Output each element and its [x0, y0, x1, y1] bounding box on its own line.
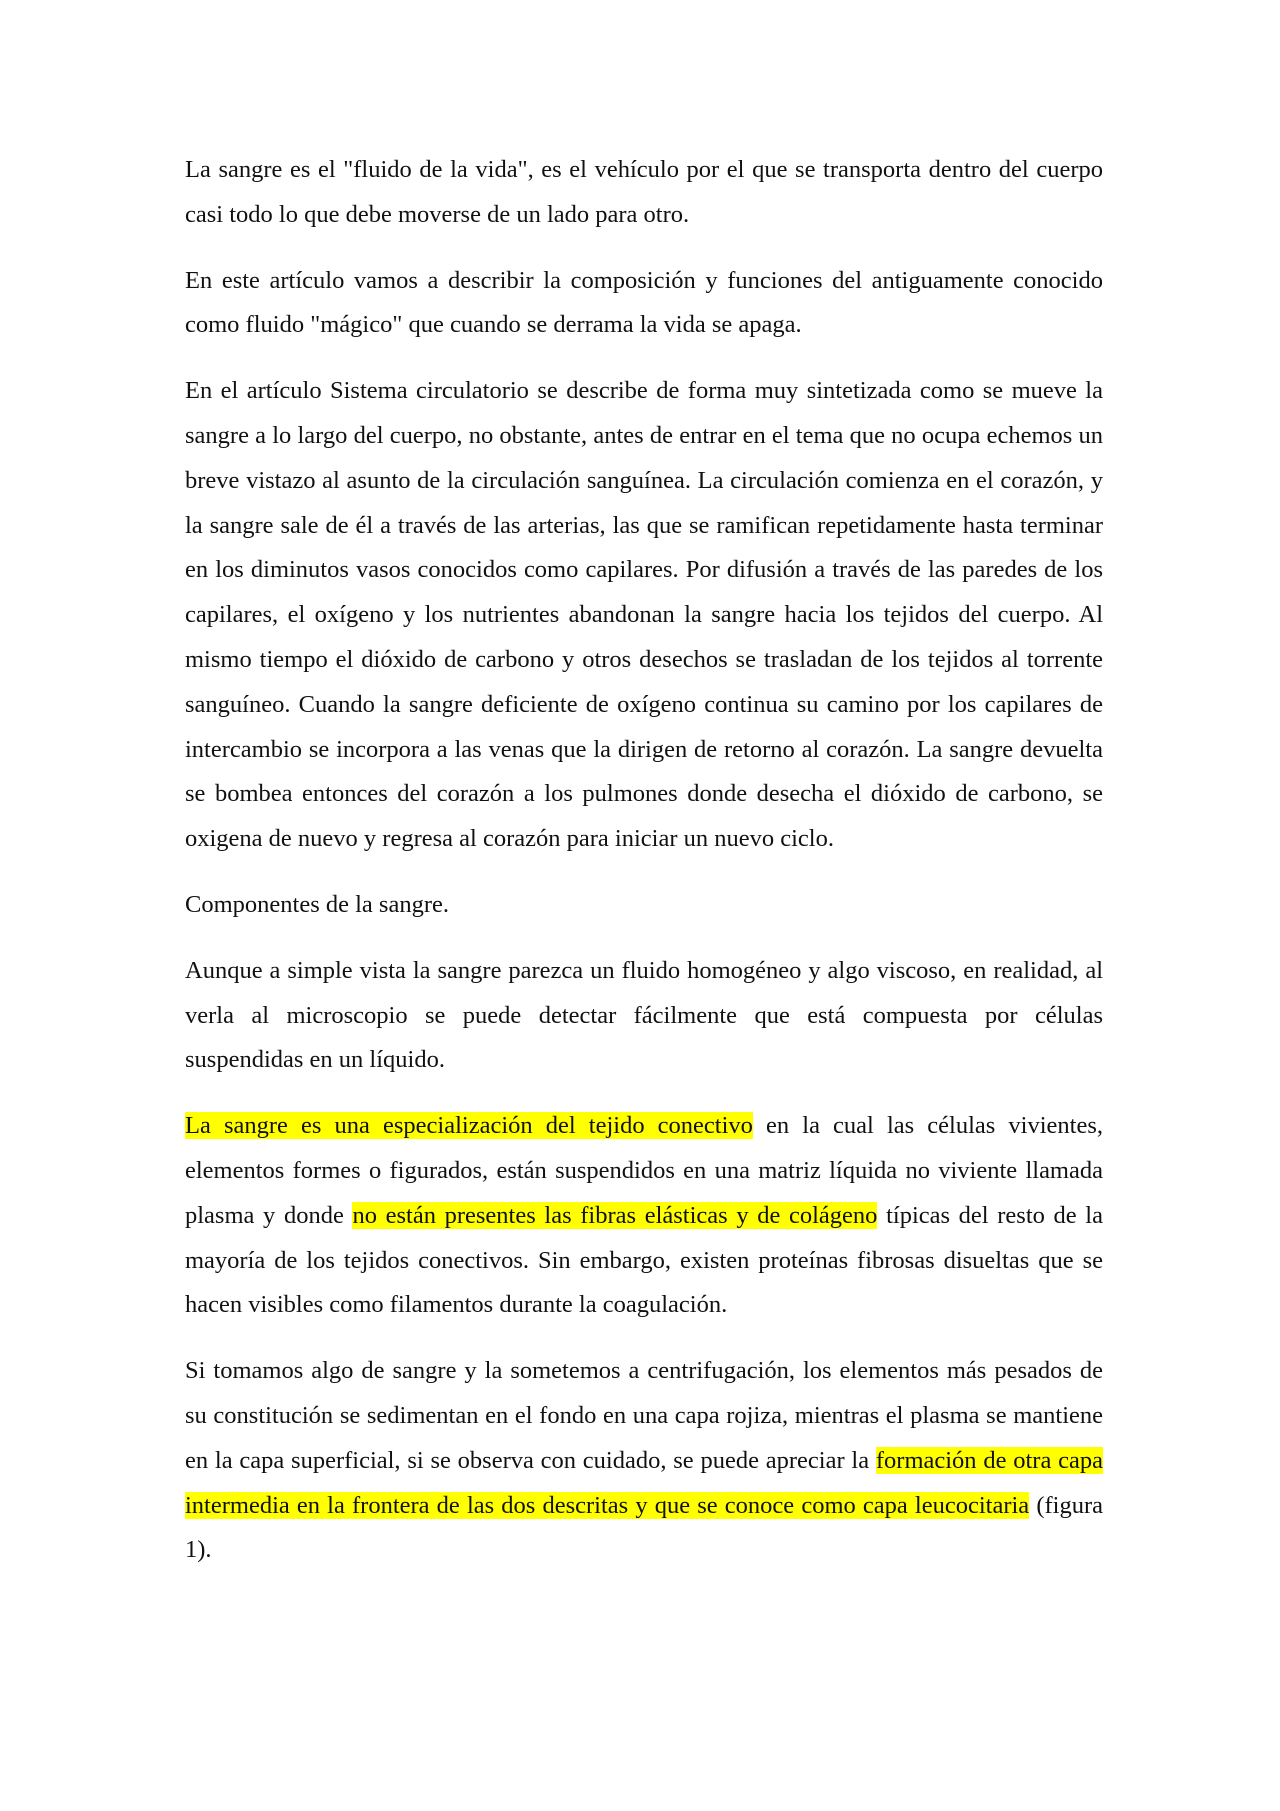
paragraph-text: Si tomamos algo de sangre y la sometemos a centrifugación, los elementos más pesados de su constitución se sedimentan en el fondo en una capa rojiza, mientras el plasma se mantiene en la capa superficial, si se observa con cuidado, se puede apreciar la	[185, 1357, 1103, 1474]
paragraph-text: típicas del resto de la mayoría de los tejidos conectivos. Sin embargo, existen proteínas fibrosas disueltas que se hacen visibles como filamentos durante la coagulación.	[185, 1201, 1103, 1319]
highlighted-text: formación de otra capa intermedia en la frontera de las dos descritas y que se conoce como capa leucocitaria	[185, 1446, 1103, 1519]
paragraph-text: En el artículo Sistema circulatorio se describe de forma muy sintetizada como se mueve la sangre a lo largo del cuerpo, no obstante, antes de entrar en el tema que no ocupa echemos un breve vistazo al asunto de la circulación sanguínea. La circulación comienza en el corazón, y la sangre sale de él a través de las arterias, las que se ramifican repetidamente hasta terminar en los diminutos vasos conocidos como capilares. Por difusión a través de las paredes de los capilares, el oxígeno y los nutrientes abandonan la sangre hacia los tejidos del cuerpo. Al mismo tiempo el dióxido de carbono y otros desechos se trasladan de los tejidos al torrente sanguíneo. Cuando la sangre deficiente de oxígeno continua su camino por los capilares de intercambio se incorpora a las venas que la dirigen de retorno al corazón. La sangre devuelta se bombea entonces del corazón a los pulmones donde desecha el dióxido de carbono, se oxigena de nuevo y regresa al corazón para iniciar un nuevo ciclo.	[185, 377, 1103, 853]
paragraph-6	[185, 1349, 1103, 1573]
paragraph-1	[185, 148, 1103, 238]
paragraph-3	[185, 369, 1103, 862]
paragraph-4	[185, 949, 1103, 1083]
paragraph-text: En este artículo vamos a describir la composición y funciones del antiguamente conocido como fluido "mágico" que cuando se derrama la vida se apaga.	[185, 266, 1103, 339]
paragraph-5	[185, 1104, 1103, 1328]
highlighted-text: no están presentes las fibras elásticas y de colágeno	[352, 1201, 878, 1229]
highlighted-text: La sangre es una especialización del tejido conectivo	[185, 1112, 753, 1140]
heading-text: Componentes de la sangre.	[185, 890, 449, 918]
paragraph-text: La sangre es el "fluido de la vida", es el vehículo por el que se transporta dentro del cuerpo casi todo lo que debe moverse de un lado para otro.	[185, 156, 1103, 228]
paragraph-2	[185, 259, 1103, 349]
paragraph-text: (figura 1).	[185, 1491, 1103, 1564]
section-heading	[185, 883, 1103, 928]
document-body	[185, 148, 1103, 1594]
paragraph-text: en la cual las células vivientes, elementos formes o figurados, están suspendidos en una matriz líquida no viviente llamada plasma y donde	[185, 1112, 1103, 1229]
paragraph-text: Aunque a simple vista la sangre parezca un fluido homogéneo y algo viscoso, en realidad, al verla al microscopio se puede detectar fácilmente que está compuesta por células suspendidas en un líquido.	[185, 956, 1103, 1074]
